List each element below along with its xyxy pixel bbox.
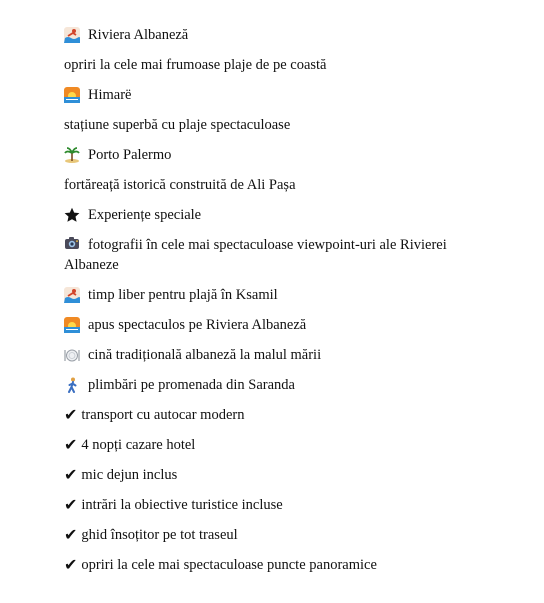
included-item xyxy=(64,525,238,545)
check-mark-icon: ✔ xyxy=(64,435,78,454)
included-text: ghid însoțitor pe tot traseul xyxy=(81,527,238,543)
included-text: transport cu autocar modern xyxy=(81,407,245,423)
sunset-icon xyxy=(64,87,80,103)
description-text: stațiune superbă cu plaje spectaculoase xyxy=(64,117,291,133)
experience-item xyxy=(64,235,484,275)
experience-item xyxy=(64,345,321,365)
heading-experiente-speciale xyxy=(64,205,201,225)
heading-text: Experiențe speciale xyxy=(88,207,202,223)
check-mark-icon: ✔ xyxy=(64,555,78,574)
experience-item xyxy=(64,315,306,335)
experience-text: plimbări pe promenada din Saranda xyxy=(88,377,295,393)
included-text: intrări la obiective turistice incluse xyxy=(81,497,283,513)
included-item xyxy=(64,435,195,455)
experience-text: apus spectaculos pe Riviera Albaneză xyxy=(88,317,307,333)
heading-text: Riviera Albaneză xyxy=(88,27,189,43)
experience-text: cină tradițională albaneză la malul mării xyxy=(88,347,322,363)
experience-text: fotografii în cele mai spectaculoase viewpoint-uri ale Rivierei Albaneze xyxy=(64,237,447,273)
swimmer-icon xyxy=(64,287,80,303)
star-icon xyxy=(64,207,80,223)
plate-icon xyxy=(64,347,80,363)
included-text: opriri la cele mai spectaculoase puncte panoramice xyxy=(81,557,377,573)
included-text: 4 nopți cazare hotel xyxy=(81,437,196,453)
check-mark-icon: ✔ xyxy=(64,405,78,424)
check-mark-icon: ✔ xyxy=(64,465,78,484)
heading-porto-palermo xyxy=(64,145,171,165)
description-text: fortăreață istorică construită de Ali Pașa xyxy=(64,177,296,193)
description-line xyxy=(64,55,327,75)
heading-himare xyxy=(64,85,131,105)
swimmer-icon xyxy=(64,27,80,43)
palm-island-icon xyxy=(64,147,80,163)
check-mark-icon: ✔ xyxy=(64,495,78,514)
included-text: mic dejun inclus xyxy=(81,467,178,483)
description-line xyxy=(64,175,296,195)
walking-person-icon xyxy=(64,377,80,393)
experience-text: timp liber pentru plajă în Ksamil xyxy=(88,287,278,303)
included-item xyxy=(64,465,177,485)
check-mark-icon: ✔ xyxy=(64,525,78,544)
included-item xyxy=(64,405,244,425)
heading-riviera-albaneza xyxy=(64,25,188,45)
description-line xyxy=(64,115,290,135)
sunset-icon xyxy=(64,317,80,333)
heading-text: Porto Palermo xyxy=(88,147,172,163)
included-item xyxy=(64,495,283,515)
included-item xyxy=(64,555,377,575)
experience-item xyxy=(64,375,295,395)
experience-item xyxy=(64,285,278,305)
camera-icon xyxy=(64,235,80,251)
description-text: opriri la cele mai frumoase plaje de pe coastă xyxy=(64,57,327,73)
heading-text: Himarë xyxy=(88,87,132,103)
